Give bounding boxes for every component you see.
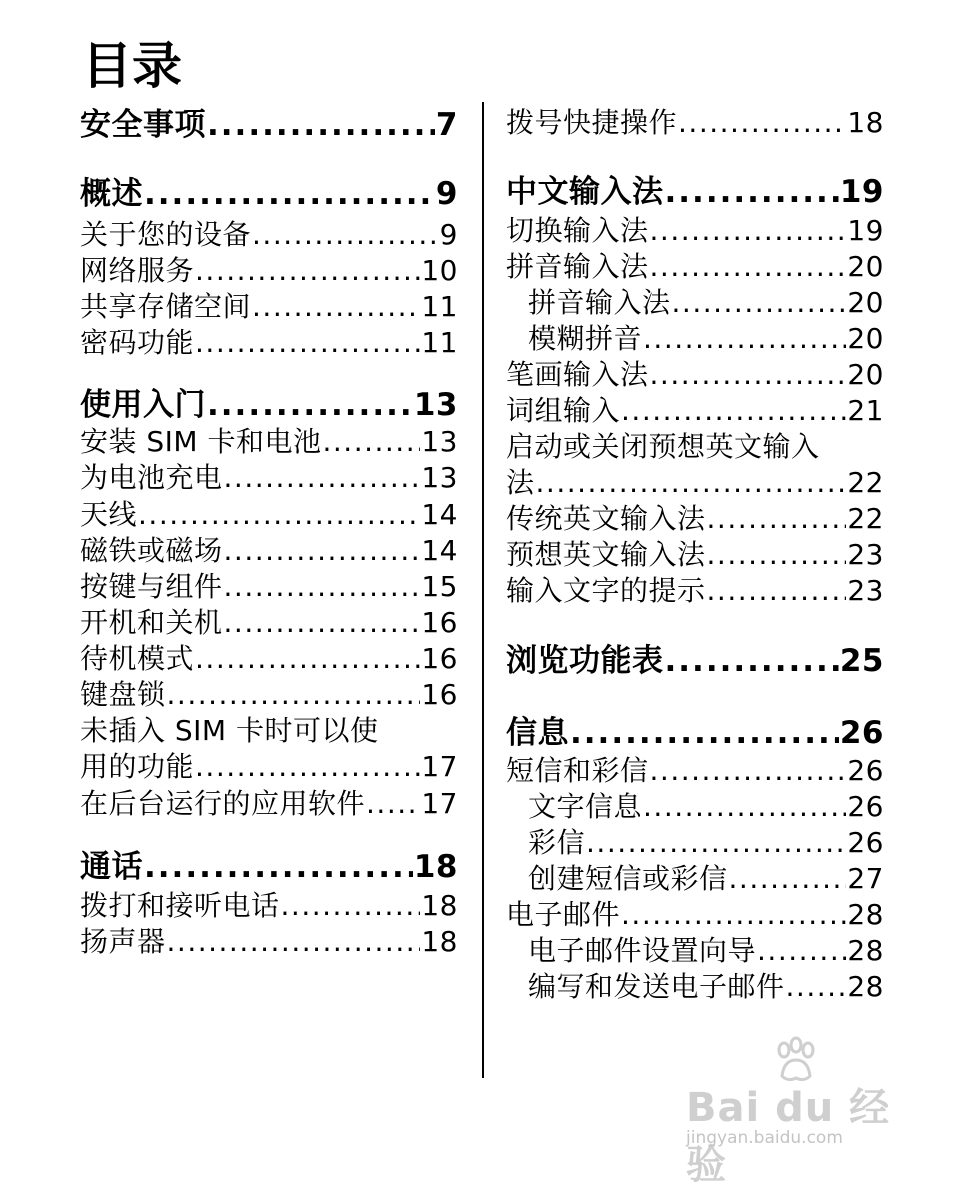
toc-heading bbox=[506, 712, 884, 754]
dot-leader bbox=[195, 749, 420, 785]
toc-entry-label: 模糊拼音 bbox=[528, 322, 643, 355]
baidu-jingyan-watermark bbox=[682, 1036, 912, 1188]
toc-entry bbox=[506, 933, 884, 969]
dot-leader bbox=[252, 217, 439, 253]
column-divider bbox=[482, 102, 484, 1078]
toc-entry bbox=[80, 217, 458, 253]
toc-page-number: 13 bbox=[421, 425, 458, 458]
toc-page-number: 27 bbox=[847, 862, 884, 895]
toc-entry-label: 扬声器 bbox=[80, 925, 166, 958]
toc-entry bbox=[506, 537, 884, 573]
toc-entry bbox=[506, 285, 884, 321]
toc-page-number: 18 bbox=[421, 925, 458, 958]
toc-entry bbox=[80, 605, 458, 641]
toc-page-number: 11 bbox=[421, 326, 458, 359]
toc-page-number: 18 bbox=[413, 849, 458, 885]
dot-leader bbox=[323, 424, 421, 460]
toc-page-number: 28 bbox=[847, 898, 884, 931]
toc-entry bbox=[80, 786, 458, 822]
toc-page-number: 23 bbox=[847, 538, 884, 571]
toc-entry-label: 安装 SIM 卡和电池 bbox=[80, 425, 322, 458]
dot-leader bbox=[536, 465, 847, 501]
dot-leader bbox=[707, 537, 847, 573]
toc-page-number: 13 bbox=[421, 461, 458, 494]
toc-entry-label: 笔画输入法 bbox=[506, 358, 649, 391]
toc-entry-label: 通话 bbox=[80, 849, 143, 885]
dot-leader bbox=[195, 641, 420, 677]
toc-entry bbox=[506, 105, 884, 141]
dot-leader bbox=[621, 393, 846, 429]
toc-entry-label: 键盘锁 bbox=[80, 678, 166, 711]
toc-entry-label: 词组输入 bbox=[506, 394, 621, 427]
toc-heading bbox=[80, 104, 458, 146]
dot-leader bbox=[650, 753, 847, 789]
toc-entry bbox=[80, 924, 458, 960]
toc-page-number: 9 bbox=[439, 218, 458, 251]
toc-entry-label: 中文输入法 bbox=[506, 174, 664, 210]
toc-entry bbox=[506, 465, 884, 501]
toc-entry-label: 信息 bbox=[506, 715, 569, 751]
toc-entry bbox=[506, 753, 884, 789]
toc-page-number: 25 bbox=[839, 643, 884, 679]
toc-page-number: 22 bbox=[847, 502, 884, 535]
dot-leader bbox=[207, 104, 435, 146]
toc-entry-label: 待机模式 bbox=[80, 642, 195, 675]
toc-page-number: 13 bbox=[413, 387, 458, 423]
dot-leader bbox=[207, 384, 413, 426]
dot-leader bbox=[252, 289, 420, 325]
toc-entry bbox=[506, 789, 884, 825]
dot-leader bbox=[707, 501, 847, 537]
toc-entry bbox=[80, 424, 458, 460]
dot-leader bbox=[195, 325, 420, 361]
toc-entry-label: 磁铁或磁场 bbox=[80, 534, 223, 567]
toc-page-number: 14 bbox=[421, 498, 458, 531]
toc-page-number: 20 bbox=[847, 250, 884, 283]
toc-page-number: 15 bbox=[421, 570, 458, 603]
watermark-brand: Bai du 经验 bbox=[686, 1085, 891, 1188]
toc-entry-label: 启动或关闭预想英文输入 bbox=[506, 430, 820, 463]
toc-page-number: 26 bbox=[847, 790, 884, 823]
dot-leader bbox=[621, 897, 846, 933]
toc-heading bbox=[506, 640, 884, 682]
toc-entry-label: 浏览功能表 bbox=[506, 643, 664, 679]
toc-entry bbox=[80, 325, 458, 361]
toc-page-number: 23 bbox=[847, 574, 884, 607]
toc-entry-label: 使用入门 bbox=[80, 387, 206, 423]
toc-entry-label: 拼音输入法 bbox=[506, 250, 649, 283]
dot-leader bbox=[678, 105, 846, 141]
dot-leader bbox=[786, 969, 847, 1005]
toc-entry bbox=[80, 460, 458, 496]
toc-entry bbox=[506, 825, 884, 861]
page-title: 目录 bbox=[82, 37, 182, 95]
dot-leader bbox=[650, 249, 847, 285]
toc-heading bbox=[80, 173, 458, 215]
dot-leader bbox=[224, 533, 421, 569]
toc-entry bbox=[506, 573, 884, 609]
toc-entry bbox=[80, 569, 458, 605]
toc-entry bbox=[506, 897, 884, 933]
toc-entry bbox=[80, 641, 458, 677]
dot-leader bbox=[167, 924, 421, 960]
dot-leader bbox=[707, 573, 847, 609]
toc-entry-label: 预想英文输入法 bbox=[506, 538, 706, 571]
dot-leader bbox=[144, 173, 435, 215]
toc-entry bbox=[80, 888, 458, 924]
toc-entry-label: 为电池充电 bbox=[80, 461, 223, 494]
toc-entry-label: 在后台运行的应用软件 bbox=[80, 787, 366, 820]
toc-page-number: 11 bbox=[421, 290, 458, 323]
toc-page-number: 26 bbox=[847, 826, 884, 859]
dot-leader bbox=[650, 213, 847, 249]
toc-entry bbox=[80, 533, 458, 569]
toc-entry-label: 开机和关机 bbox=[80, 606, 223, 639]
toc-page-number: 16 bbox=[421, 678, 458, 711]
watermark-url: jingyan.baidu.com bbox=[686, 1128, 843, 1148]
toc-page-number: 17 bbox=[421, 787, 458, 820]
dot-leader bbox=[643, 321, 846, 357]
toc-entry-label: 拼音输入法 bbox=[528, 286, 671, 319]
toc-entry-label: 切换输入法 bbox=[506, 214, 649, 247]
dot-leader bbox=[570, 712, 839, 754]
toc-page-number: 19 bbox=[839, 174, 884, 210]
dot-leader bbox=[366, 786, 420, 822]
dot-leader bbox=[144, 846, 413, 888]
dot-leader bbox=[138, 497, 420, 533]
dot-leader bbox=[729, 861, 847, 897]
dot-leader bbox=[665, 171, 839, 213]
dot-leader bbox=[643, 789, 846, 825]
toc-page-number: 20 bbox=[847, 286, 884, 319]
toc-entry bbox=[506, 213, 884, 249]
toc-entry-label: 关于您的设备 bbox=[80, 218, 252, 251]
toc-page-number: 26 bbox=[847, 754, 884, 787]
toc-entry bbox=[506, 249, 884, 285]
toc-entry bbox=[80, 677, 458, 713]
toc-entry bbox=[506, 969, 884, 1005]
toc-page-number: 7 bbox=[435, 107, 458, 143]
toc-entry bbox=[80, 253, 458, 289]
toc-entry bbox=[80, 289, 458, 325]
toc-entry-label: 输入文字的提示 bbox=[506, 574, 706, 607]
toc-entry-label: 法 bbox=[506, 466, 535, 499]
toc-entry bbox=[506, 501, 884, 537]
toc-entry-label: 拨打和接听电话 bbox=[80, 889, 280, 922]
toc-entry bbox=[506, 429, 884, 465]
toc-page-number: 21 bbox=[847, 394, 884, 427]
dot-leader bbox=[672, 285, 847, 321]
toc-entry-label: 按键与组件 bbox=[80, 570, 223, 603]
toc-entry-label: 共享存储空间 bbox=[80, 290, 252, 323]
toc-entry-label: 未插入 SIM 卡时可以使 bbox=[80, 714, 379, 747]
toc-heading bbox=[506, 171, 884, 213]
toc-heading bbox=[80, 846, 458, 888]
dot-leader bbox=[224, 569, 421, 605]
toc-page-number: 19 bbox=[847, 214, 884, 247]
toc-entry-label: 概述 bbox=[80, 176, 143, 212]
toc-entry-label: 传统英文输入法 bbox=[506, 502, 706, 535]
toc-entry-label: 安全事项 bbox=[80, 107, 206, 143]
toc-page-number: 28 bbox=[847, 934, 884, 967]
toc-entry-label: 创建短信或彩信 bbox=[528, 862, 728, 895]
toc-entry-label: 密码功能 bbox=[80, 326, 195, 359]
dot-leader bbox=[224, 460, 421, 496]
toc-page-number: 14 bbox=[421, 534, 458, 567]
dot-leader bbox=[757, 933, 846, 969]
toc-entry-label: 短信和彩信 bbox=[506, 754, 649, 787]
toc-entry-label: 网络服务 bbox=[80, 254, 195, 287]
toc-entry bbox=[80, 713, 458, 749]
toc-page-number: 28 bbox=[847, 970, 884, 1003]
toc-page-number: 20 bbox=[847, 358, 884, 391]
toc-entry-label: 用的功能 bbox=[80, 750, 195, 783]
toc-page-number: 26 bbox=[839, 715, 884, 751]
toc-page-number: 18 bbox=[847, 106, 884, 139]
toc-entry bbox=[80, 749, 458, 785]
toc-entry-label: 天线 bbox=[80, 498, 138, 531]
toc-entry bbox=[506, 357, 884, 393]
toc-entry-label: 电子邮件设置向导 bbox=[528, 934, 757, 967]
toc-entry-label: 编写和发送电子邮件 bbox=[528, 970, 785, 1003]
dot-leader bbox=[195, 253, 420, 289]
toc-entry bbox=[506, 321, 884, 357]
dot-leader bbox=[586, 825, 846, 861]
dot-leader bbox=[665, 640, 839, 682]
dot-leader bbox=[167, 677, 421, 713]
toc-page-number: 10 bbox=[421, 254, 458, 287]
toc-page-number: 17 bbox=[421, 750, 458, 783]
dot-leader bbox=[281, 888, 421, 924]
dot-leader bbox=[224, 605, 421, 641]
toc-page-number: 16 bbox=[421, 606, 458, 639]
toc-page-number: 18 bbox=[421, 889, 458, 922]
toc-entry bbox=[506, 393, 884, 429]
toc-entry bbox=[506, 861, 884, 897]
toc-entry-label: 彩信 bbox=[528, 826, 586, 859]
toc-entry-label: 拨号快捷操作 bbox=[506, 106, 678, 139]
toc-entry-label: 文字信息 bbox=[528, 790, 643, 823]
dot-leader bbox=[650, 357, 847, 393]
toc-page-number: 16 bbox=[421, 642, 458, 675]
toc-page-number: 20 bbox=[847, 322, 884, 355]
toc-page-number: 22 bbox=[847, 466, 884, 499]
toc-entry-label: 电子邮件 bbox=[506, 898, 621, 931]
toc-page-number: 9 bbox=[435, 176, 458, 212]
toc-heading bbox=[80, 384, 458, 426]
toc-entry bbox=[80, 497, 458, 533]
